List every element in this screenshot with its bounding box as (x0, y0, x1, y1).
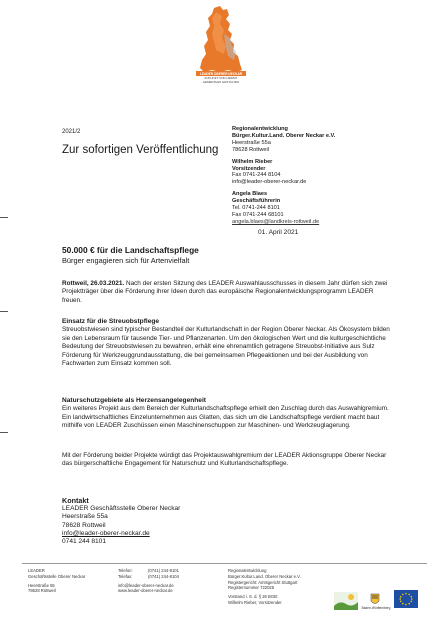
closing-text: Mit der Förderung beider Projekte würdigt das Projektauswahlgremium der LEADER Aktionsgruppe Oberer Neckar das bürgerschaftliche Engagement für Naturschutz und Kulturlandschaftspflege. (62, 452, 387, 468)
person2-tel: Tel. 0741-244 8101 (232, 205, 280, 212)
intro-text: Nach der ersten Sitzung des LEADER Auswahlausschusses in diesem Jahr dürfen sich zwei Projektträger über die Förderung ihrer Ideen durch das europäische Regionalentwicklungsprogramm LEADER freuen. (62, 280, 388, 304)
section2-text: Ein weiteres Projekt aus dem Bereich der Kulturlandschaftspflege erhielt den Zuschlag durch das Auswahlgremium. Ein landwirtschaftliches Einzelunternehmen aus Glatten, das sich um die Landschaftspflege verdient macht baut mithilfe von LEADER Zuschüssen einen Maschinenschuppen zur Maschinen- und Werkzeuglagerung. (62, 405, 389, 430)
person1-role: Vorsitzender (232, 165, 266, 172)
section2-heading: Naturschutzgebiete als Herzensangelegenheit (62, 397, 207, 404)
contact-heading: Kontakt (62, 496, 89, 505)
section-streuobst (62, 318, 392, 368)
footer-divider (22, 563, 427, 564)
footer-fax-label: Telefax: (118, 573, 133, 579)
sender-street: Heerstraße 55a (232, 139, 271, 146)
fold-mark-top (0, 217, 8, 218)
footer-col-legal (228, 568, 328, 606)
sender-org-line1: Regionalentwicklung (232, 126, 288, 132)
closing-paragraph (62, 452, 392, 469)
footer-col-contact (118, 568, 208, 594)
section1-text: Streuobstwiesen sind typischer Bestandteil der Kulturlandschaft in der Region Oberer Neckar. Als Ökosystem bilden sie den Lebensraum für tausende Tier- und Pflanzenarten. Um den ökologischen Wert und die kulturgeschichtliche Bedeutung der Streuobstwiesen zu bewahren, erhält eine ehrenamtlich getragene Streuobst-Initiative aus Sulz Förderung für Werkzeuggrundausstattung, die bei gemeinsamen Pflegeaktionen und bei der Ausbildung von Fachwarten zum Einsatz kommen soll. (62, 326, 390, 368)
logo-wordmark (196, 71, 246, 84)
elr-landscape-logo-icon (334, 592, 358, 610)
sender-city: 78628 Rottweil (232, 146, 270, 153)
footer-fax: (0741) 244-8104 (148, 573, 179, 579)
person2-role: Geschäftsführerin (232, 198, 281, 205)
footer-board-label: Vorstand i. S. d. § 26 BGB: (228, 594, 279, 600)
logo-brand: LEADER OBERER NECKAR (196, 71, 246, 76)
footer-court: Registergericht: Amtsgericht Stuttgart (228, 579, 298, 585)
section-naturschutz (62, 397, 392, 431)
footer-association: Bürger.Kultur.Land. Oberer Neckar e.V. (228, 573, 301, 579)
bw-label: Baden-Württemberg (361, 606, 391, 610)
footer-city: 78628 Rottweil (28, 588, 56, 594)
footer-phone: (0741) 244-8101 (148, 568, 179, 573)
footer-col-address (28, 568, 108, 594)
contact-block (62, 497, 180, 546)
contact-email-link[interactable]: info@leader-oberer-neckar.de (62, 529, 150, 537)
eu-flag-icon (394, 590, 418, 608)
footer-reg-title: Regionalentwicklung (228, 568, 267, 573)
footer-web-link[interactable]: www.leader-oberer-neckar.de (118, 588, 173, 594)
intro-paragraph (62, 280, 392, 305)
article-title: 50.000 € für die Landschaftspflege (62, 245, 199, 255)
contact-city: 78628 Rottweil (62, 521, 106, 529)
contact-street: Heerstraße 55a (62, 513, 108, 521)
sender-block (232, 126, 432, 226)
fold-mark-bottom (0, 432, 8, 433)
footer-board-name: Wilhelm Rieber, Vorsitzender (228, 599, 282, 605)
section1-heading: Einsatz für die Streuobstpflege (62, 318, 160, 325)
person2-fax: Fax 0741-244 68101 (232, 211, 284, 218)
contact-phone: 0741 244 8101 (62, 538, 107, 546)
footer-street: Heerstraße 55 (28, 582, 55, 588)
footer-email-link[interactable]: info@leader-oberer-neckar.de (118, 582, 174, 588)
release-headline: Zur sofortigen Veröffentlichung (62, 144, 219, 156)
footer-reg-number: Registernummer 722025 (228, 585, 275, 591)
person1-email: info@leader-oberer-neckar.de (232, 179, 307, 186)
footer-phone-label: Telefon: (118, 568, 133, 573)
footer-office: Geschäftsstelle Oberer Neckar (28, 573, 86, 579)
sender-org-line2: Bürger.Kultur.Land. Oberer Neckar e.V. (232, 132, 336, 139)
logo-tagline: ZUKUNFT UND HEIMAT GEMEINSAM GESTALTEN (202, 76, 240, 84)
release-date: 01. April 2021 (258, 229, 299, 236)
person2-name: Angela Blaes (232, 191, 268, 198)
person2-email-link[interactable]: angela.blaes@landkreis-rottweil.de (232, 218, 320, 225)
punch-mark (0, 311, 8, 312)
person1-fax: Fax 0741-244 8104 (232, 172, 281, 179)
intro-lead: Rottweil, 26.03.2021. (62, 280, 125, 287)
reference-number: 2021/2 (62, 129, 81, 135)
footer-leader: LEADER (28, 568, 45, 573)
person1-name: Wilhelm Rieber (232, 158, 273, 165)
article-subtitle: Bürger engagieren sich für Artenvielfalt (62, 256, 190, 265)
contact-org: LEADER Geschäftsstelle Oberer Neckar (62, 505, 181, 513)
